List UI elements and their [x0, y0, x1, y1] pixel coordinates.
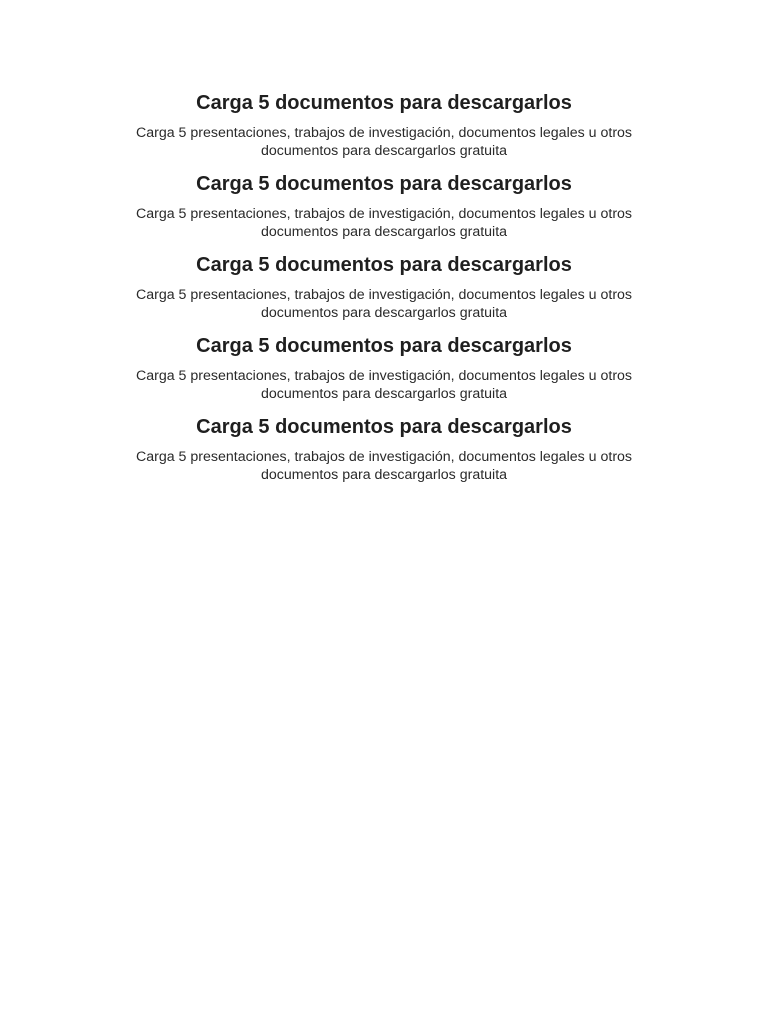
- promo-description: [104, 124, 664, 160]
- promo-title[interactable]: Carga 5 documentos para descargarlos: [196, 92, 572, 114]
- promo-description-line: documentos para descargarlos gratuita: [260, 305, 508, 321]
- promo-description-line: Carga 5 presentaciones, trabajos de investigación, documentos legales u otros: [135, 368, 633, 384]
- promo-title[interactable]: Carga 5 documentos para descargarlos: [196, 173, 572, 195]
- promo-description: [104, 367, 664, 403]
- promo-description-line: documentos para descargarlos gratuita: [260, 224, 508, 240]
- upload-promo-block: [104, 252, 664, 322]
- promo-description-line: documentos para descargarlos gratuita: [260, 467, 508, 483]
- promo-description-line: documentos para descargarlos gratuita: [260, 143, 508, 159]
- promo-title[interactable]: Carga 5 documentos para descargarlos: [196, 254, 572, 276]
- upload-promo-block: [104, 90, 664, 160]
- promo-title[interactable]: Carga 5 documentos para descargarlos: [196, 416, 572, 438]
- upload-promo-block: [104, 414, 664, 484]
- promo-title[interactable]: Carga 5 documentos para descargarlos: [196, 335, 572, 357]
- promo-description: [104, 448, 664, 484]
- promo-description: [104, 205, 664, 241]
- promo-description: [104, 286, 664, 322]
- promo-description-line: Carga 5 presentaciones, trabajos de investigación, documentos legales u otros: [135, 125, 633, 141]
- upload-promo-block: [104, 171, 664, 241]
- promo-description-line: Carga 5 presentaciones, trabajos de investigación, documentos legales u otros: [135, 287, 633, 303]
- promo-description-line: Carga 5 presentaciones, trabajos de investigación, documentos legales u otros: [135, 206, 633, 222]
- upload-promo-block: [104, 333, 664, 403]
- promo-description-line: documentos para descargarlos gratuita: [260, 386, 508, 402]
- promo-description-line: Carga 5 presentaciones, trabajos de investigación, documentos legales u otros: [135, 449, 633, 465]
